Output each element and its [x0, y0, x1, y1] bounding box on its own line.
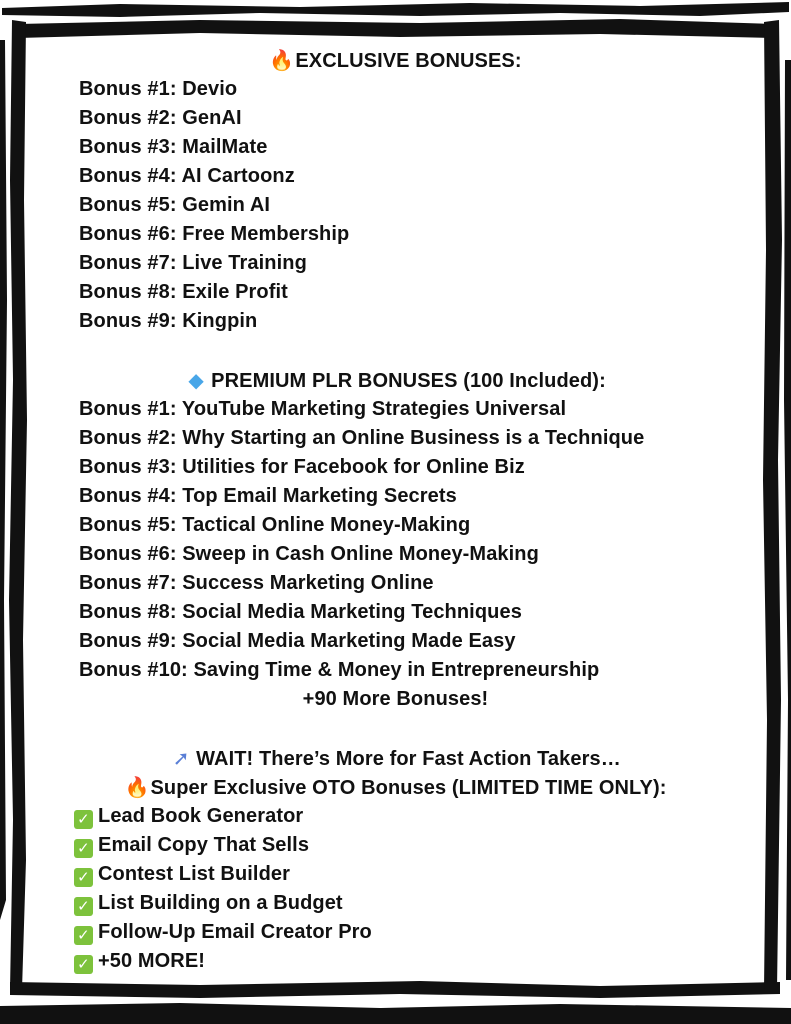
- premium-bonus-item: Bonus #7: Success Marketing Online: [79, 572, 434, 594]
- more-bonuses-note: +90 More Bonuses!: [302, 688, 489, 710]
- exclusive-bonus-item: Bonus #6: Free Membership: [79, 223, 350, 245]
- exclusive-bonus-item: Bonus #1: Devio: [79, 78, 238, 100]
- oto-bonus-item: ✓ +50 MORE!: [74, 947, 205, 976]
- exclusive-bonus-item: Bonus #3: MailMate: [79, 136, 268, 158]
- check-mark-icon: ✓: [74, 810, 93, 829]
- premium-bonus-item: Bonus #9: Social Media Marketing Made Easy: [79, 630, 516, 652]
- exclusive-bonus-item: Bonus #5: Gemin AI: [79, 194, 271, 216]
- premium-bonus-item: Bonus #1: YouTube Marketing Strategies Universal: [79, 398, 567, 420]
- oto-bonus-item: ✓ Email Copy That Sells: [74, 831, 309, 860]
- oto-bonus-item: ✓ Follow-Up Email Creator Pro: [74, 918, 372, 947]
- gem-icon: ◆: [188, 368, 204, 392]
- fire-icon: 🔥: [269, 48, 295, 72]
- check-mark-icon: ✓: [74, 839, 93, 858]
- premium-bonus-item: Bonus #5: Tactical Online Money-Making: [79, 514, 471, 536]
- rocket-icon: ➚: [172, 746, 190, 770]
- check-mark-icon: ✓: [74, 926, 93, 945]
- oto-bonuses-subheading: 🔥Super Exclusive OTO Bonuses (LIMITED TIME ONLY):: [0, 773, 791, 803]
- premium-bonus-item: Bonus #10: Saving Time & Money in Entrepreneurship: [79, 659, 600, 681]
- exclusive-bonus-item: Bonus #9: Kingpin: [79, 310, 258, 332]
- premium-bonus-item: Bonus #3: Utilities for Facebook for Online Biz: [79, 456, 525, 478]
- oto-bonus-item: ✓ List Building on a Budget: [74, 889, 343, 918]
- check-mark-icon: ✓: [74, 955, 93, 974]
- exclusive-bonus-item: Bonus #4: AI Cartoonz: [79, 165, 295, 187]
- fire-icon: 🔥: [124, 775, 150, 799]
- premium-bonus-item: Bonus #6: Sweep in Cash Online Money-Making: [79, 543, 539, 565]
- oto-bonus-item: ✓ Lead Book Generator: [74, 802, 303, 831]
- exclusive-bonus-item: Bonus #8: Exile Profit: [79, 281, 288, 303]
- premium-bonus-item: Bonus #2: Why Starting an Online Business is a Technique: [79, 427, 645, 449]
- premium-heading: ◆ PREMIUM PLR BONUSES (100 Included):: [0, 366, 791, 396]
- premium-bonus-item: Bonus #8: Social Media Marketing Techniques: [79, 601, 522, 623]
- check-mark-icon: ✓: [74, 868, 93, 887]
- exclusive-bonus-item: Bonus #7: Live Training: [79, 252, 307, 274]
- oto-bonus-item: ✓ Contest List Builder: [74, 860, 290, 889]
- premium-bonus-item: Bonus #4: Top Email Marketing Secrets: [79, 485, 457, 507]
- exclusive-bonus-item: Bonus #2: GenAI: [79, 107, 242, 129]
- fast-action-heading: ➚ WAIT! There’s More for Fast Action Takers…: [0, 744, 791, 774]
- check-mark-icon: ✓: [74, 897, 93, 916]
- exclusive-heading: 🔥EXCLUSIVE BONUSES:: [0, 46, 791, 76]
